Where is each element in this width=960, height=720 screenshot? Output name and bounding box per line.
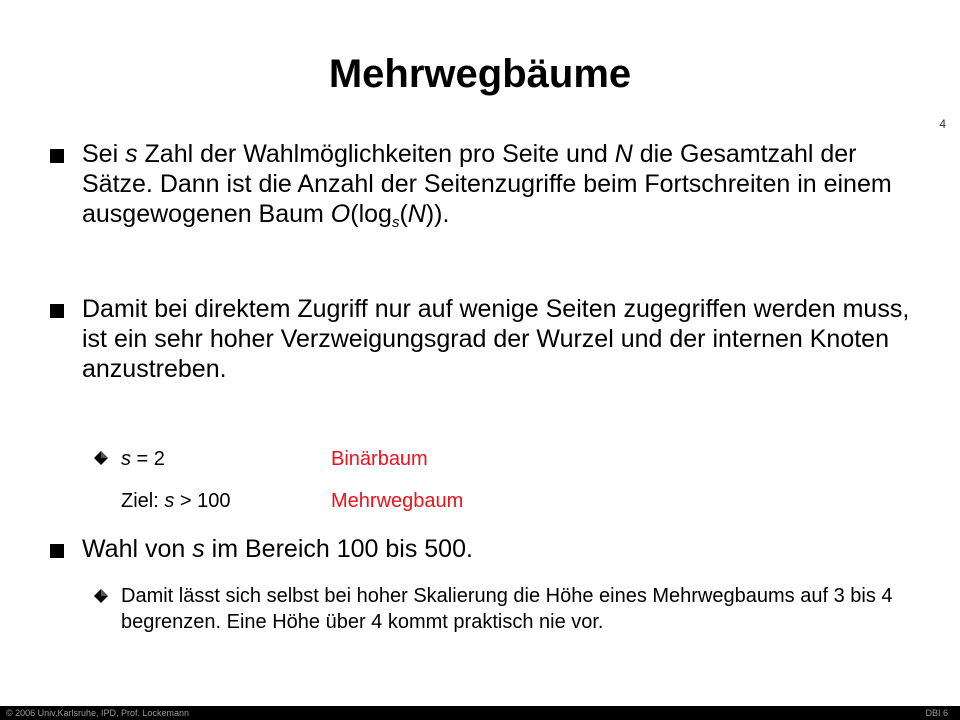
diamond-bullet-icon <box>94 589 108 603</box>
footer-bar <box>0 706 960 720</box>
text-run: Sei <box>82 140 126 168</box>
footer-slide-id: DBI 6 <box>925 708 948 718</box>
bullet-3-text <box>82 534 912 564</box>
text-run: Wahl von <box>82 535 193 563</box>
footer-copyright: © 2006 Univ,Karlsruhe, IPD, Prof. Lockemann <box>6 708 190 718</box>
comparison-row-1-left <box>121 446 165 472</box>
comparison-row-2-left <box>121 488 231 514</box>
bullet-1-text <box>82 139 912 229</box>
text-run: Zahl der Wahlmöglichkeiten pro Seite und <box>137 140 615 168</box>
text-run: (log <box>350 200 392 228</box>
text-run: die Gesamtzahl der Sätze. Dann ist die Anzahl der Seitenzugriffe beim Fortschreiten in einem ausgewogenen Baum <box>82 140 892 228</box>
term-mehrwegbaum: Mehrwegbaum <box>331 490 464 512</box>
text-run: = 2 <box>131 448 165 470</box>
text-run: Ziel: <box>121 490 165 512</box>
text-run: > 100 <box>174 490 231 512</box>
term-binaerbaum: Binärbaum <box>331 448 428 470</box>
text-run: ( <box>399 200 408 228</box>
bullet-2-text: Damit bei direktem Zugriff nur auf wenige Seiten zugegriffen werden muss, ist ein sehr hoher Verzweigungsgrad der Wurzel und der internen Knoten anzustreben. <box>82 295 910 383</box>
square-bullet-icon <box>50 149 64 163</box>
variable-s: s <box>125 140 138 168</box>
diamond-bullet-icon <box>94 451 108 465</box>
subscript-s: s <box>391 214 400 231</box>
variable-n: N <box>407 200 426 228</box>
slide-title: Mehrwegbäume <box>328 52 632 96</box>
text-run: im Bereich 100 bis 500. <box>204 535 473 563</box>
variable-n: N <box>614 140 633 168</box>
square-bullet-icon <box>50 544 64 558</box>
square-bullet-icon <box>50 304 64 318</box>
text-run: )). <box>425 200 450 228</box>
variable-s: s <box>164 490 175 512</box>
variable-s: s <box>121 448 131 470</box>
function-o: O <box>330 200 351 228</box>
page-number: 4 <box>939 117 946 131</box>
sub-bullet-3-text: Damit lässt sich selbst bei hoher Skalierung die Höhe eines Mehrwegbaums auf 3 bis 4 begrenzen. Eine Höhe über 4 kommt praktisch nie vor. <box>121 585 893 633</box>
variable-s: s <box>192 535 205 563</box>
